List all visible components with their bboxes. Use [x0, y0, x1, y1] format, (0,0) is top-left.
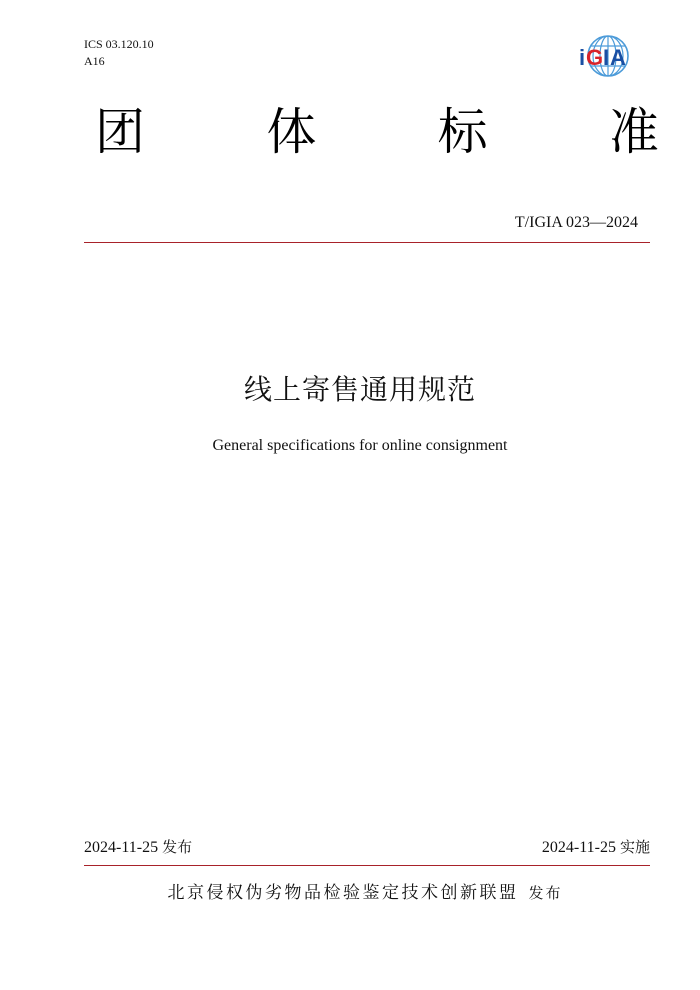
title-chinese: 线上寄售通用规范	[243, 373, 476, 406]
issue-date: 2024-11-25	[84, 839, 159, 856]
bottom-divider	[84, 865, 650, 866]
publisher-line	[0, 878, 700, 903]
svg-text:A: A	[610, 45, 626, 70]
publisher-suffix: 发布	[528, 884, 563, 902]
issue-date-line	[84, 836, 192, 857]
title-english: General specifications for online consignment	[212, 437, 508, 454]
standard-type-char: 团	[95, 103, 145, 161]
standard-type-char: 体	[266, 103, 317, 161]
ccs-code: A16	[84, 54, 105, 68]
implement-date-line	[542, 836, 650, 857]
standard-type-char: 标	[437, 103, 488, 161]
top-divider	[84, 242, 650, 243]
standard-type-char: 准	[608, 103, 659, 161]
svg-text:G: G	[586, 45, 604, 70]
ics-classification	[84, 36, 154, 70]
implement-date: 2024-11-25	[541, 839, 616, 856]
svg-text:I: I	[603, 45, 610, 70]
issue-label: 发布	[162, 838, 193, 856]
standard-number: T/IGIA 023—2024	[514, 214, 638, 231]
igia-logo	[577, 33, 639, 83]
svg-text:i: i	[579, 45, 586, 70]
ics-code: ICS 03.120.10	[84, 37, 154, 51]
standard-type-heading	[88, 100, 666, 164]
globe-logo-icon	[577, 33, 639, 83]
implement-label: 实施	[619, 838, 650, 856]
publisher-name: 北京侵权伪劣物品检验鉴定技术创新联盟	[167, 883, 519, 903]
